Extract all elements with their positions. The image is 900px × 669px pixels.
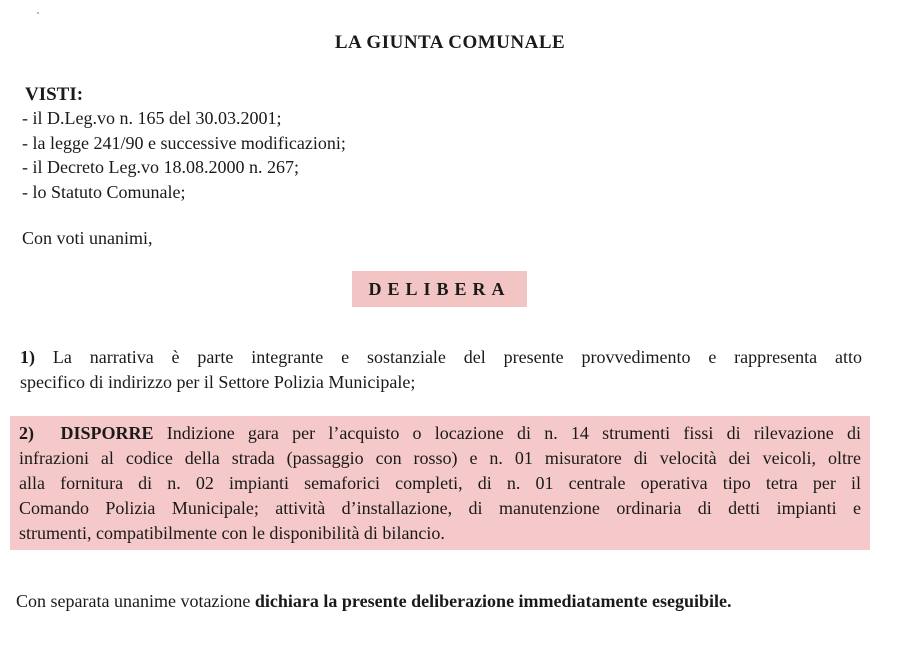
point-2-number: 2) <box>19 423 34 443</box>
point-2-keyword: DISPORRE <box>60 423 154 443</box>
final-declaration <box>16 591 732 612</box>
page-title: LA GIUNTA COMUNALE <box>334 32 566 53</box>
point-2-line: strumenti, compatibilmente con le disponibilità di bilancio. <box>19 523 445 543</box>
final-prefix: Con separata unanime votazione <box>16 591 255 611</box>
point-2-line <box>19 421 861 446</box>
point-2-text: Indizione gara per l’acquisto o locazione di n. 14 strumenti fissi di rilevazione di <box>166 423 862 443</box>
point-2 <box>19 421 861 546</box>
delibera-heading: DELIBERA <box>352 271 527 307</box>
point-2-line: infrazioni al codice della strada (passaggio con rosso) e n. 01 misuratore di velocità dei veicoli, oltre <box>19 448 861 468</box>
final-bold: dichiara la presente deliberazione immediatamente eseguibile. <box>254 591 732 611</box>
scan-speck <box>37 12 39 14</box>
point-2-line: alla fornitura di n. 02 impianti semaforici completi, di n. 01 centrale operativa tipo tetra per il <box>19 473 861 493</box>
visti-item: - la legge 241/90 e successive modificazioni; <box>22 132 346 153</box>
visti-item: - il Decreto Leg.vo 18.08.2000 n. 267; <box>22 157 299 177</box>
point-1-number: 1) <box>20 347 35 367</box>
visti-item: - lo Statuto Comunale; <box>22 181 186 202</box>
point-2-line: Comando Polizia Municipale; attività d’installazione, di manutenzione ordinaria di detti impianti e <box>19 498 861 518</box>
point-1 <box>20 345 862 395</box>
point-1-line: specifico di indirizzo per il Settore Polizia Municipale; <box>20 372 416 392</box>
visti-heading: VISTI: <box>25 84 84 105</box>
point-1-text: La narrativa è parte integrante e sostanziale del presente provvedimento e rappresenta atto <box>52 347 862 367</box>
visti-item: - il D.Leg.vo n. 165 del 30.03.2001; <box>22 108 282 128</box>
point-1-line <box>20 345 862 370</box>
visti-list <box>22 106 346 204</box>
voti-unanimi: Con voti unanimi, <box>22 228 153 248</box>
